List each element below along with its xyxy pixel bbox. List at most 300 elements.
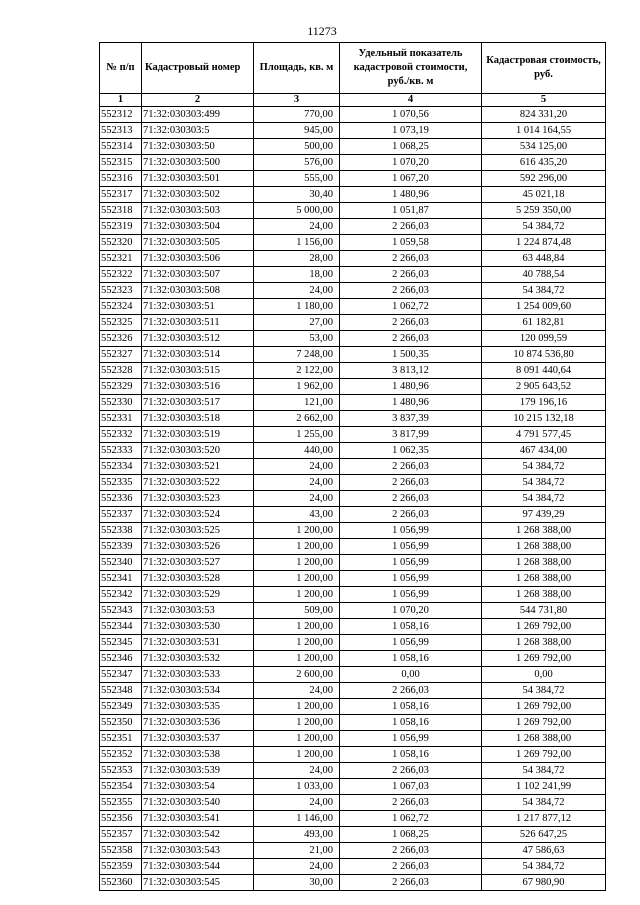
cell-cadastral-number: 71:32:030303:541 bbox=[142, 811, 254, 827]
table-row bbox=[100, 715, 606, 731]
cell-cadastral-value: 47 586,63 bbox=[482, 843, 606, 859]
cell-cadastral-value: 1 268 388,00 bbox=[482, 539, 606, 555]
cell-unit-value: 2 266,03 bbox=[340, 795, 482, 811]
cell-cadastral-value: 54 384,72 bbox=[482, 859, 606, 875]
cell-cadastral-number: 71:32:030303:499 bbox=[142, 107, 254, 123]
cell-cadastral-value: 54 384,72 bbox=[482, 219, 606, 235]
table-row bbox=[100, 411, 606, 427]
cell-unit-value: 1 067,20 bbox=[340, 171, 482, 187]
cell-row-number: 552343 bbox=[100, 603, 142, 619]
column-number: 5 bbox=[482, 94, 606, 107]
cell-cadastral-value: 63 448,84 bbox=[482, 251, 606, 267]
cell-cadastral-number: 71:32:030303:535 bbox=[142, 699, 254, 715]
cell-row-number: 552338 bbox=[100, 523, 142, 539]
cell-row-number: 552337 bbox=[100, 507, 142, 523]
cell-cadastral-value: 97 439,29 bbox=[482, 507, 606, 523]
cell-row-number: 552326 bbox=[100, 331, 142, 347]
table-row bbox=[100, 155, 606, 171]
cell-row-number: 552331 bbox=[100, 411, 142, 427]
cell-cadastral-number: 71:32:030303:538 bbox=[142, 747, 254, 763]
cell-unit-value: 3 817,99 bbox=[340, 427, 482, 443]
cell-unit-value: 1 058,16 bbox=[340, 619, 482, 635]
cell-cadastral-number: 71:32:030303:511 bbox=[142, 315, 254, 331]
cell-cadastral-number: 71:32:030303:544 bbox=[142, 859, 254, 875]
cell-area: 24,00 bbox=[254, 859, 340, 875]
cell-area: 27,00 bbox=[254, 315, 340, 331]
table-row bbox=[100, 475, 606, 491]
cell-cadastral-number: 71:32:030303:508 bbox=[142, 283, 254, 299]
table-row bbox=[100, 395, 606, 411]
cell-cadastral-value: 67 980,90 bbox=[482, 875, 606, 891]
table-row bbox=[100, 171, 606, 187]
cell-unit-value: 2 266,03 bbox=[340, 683, 482, 699]
cell-unit-value: 1 058,16 bbox=[340, 651, 482, 667]
cell-row-number: 552352 bbox=[100, 747, 142, 763]
cell-row-number: 552321 bbox=[100, 251, 142, 267]
cell-cadastral-value: 4 791 577,45 bbox=[482, 427, 606, 443]
table-row bbox=[100, 459, 606, 475]
cell-cadastral-value: 1 268 388,00 bbox=[482, 555, 606, 571]
cell-cadastral-number: 71:32:030303:542 bbox=[142, 827, 254, 843]
page-number-value: 11273 bbox=[307, 24, 337, 38]
cell-cadastral-number: 71:32:030303:519 bbox=[142, 427, 254, 443]
cell-row-number: 552354 bbox=[100, 779, 142, 795]
cell-cadastral-value: 1 269 792,00 bbox=[482, 651, 606, 667]
table-row bbox=[100, 331, 606, 347]
cell-cadastral-value: 1 102 241,99 bbox=[482, 779, 606, 795]
table-row bbox=[100, 379, 606, 395]
cell-row-number: 552356 bbox=[100, 811, 142, 827]
table-row bbox=[100, 651, 606, 667]
cell-unit-value: 2 266,03 bbox=[340, 459, 482, 475]
cell-cadastral-value: 1 254 009,60 bbox=[482, 299, 606, 315]
cell-area: 30,40 bbox=[254, 187, 340, 203]
cell-unit-value: 1 480,96 bbox=[340, 379, 482, 395]
table-row bbox=[100, 539, 606, 555]
header-cadastral-value: Кадастровая стоимость, руб. bbox=[482, 43, 606, 94]
cell-area: 1 200,00 bbox=[254, 587, 340, 603]
table-row bbox=[100, 347, 606, 363]
table-row bbox=[100, 763, 606, 779]
cell-cadastral-value: 54 384,72 bbox=[482, 283, 606, 299]
cell-cadastral-value: 467 434,00 bbox=[482, 443, 606, 459]
cell-cadastral-number: 71:32:030303:501 bbox=[142, 171, 254, 187]
column-number: 4 bbox=[340, 94, 482, 107]
cell-row-number: 552324 bbox=[100, 299, 142, 315]
cell-unit-value: 3 837,39 bbox=[340, 411, 482, 427]
cell-row-number: 552349 bbox=[100, 699, 142, 715]
cell-row-number: 552340 bbox=[100, 555, 142, 571]
cell-area: 53,00 bbox=[254, 331, 340, 347]
cell-cadastral-number: 71:32:030303:507 bbox=[142, 267, 254, 283]
cell-cadastral-number: 71:32:030303:536 bbox=[142, 715, 254, 731]
cell-area: 1 146,00 bbox=[254, 811, 340, 827]
cell-area: 493,00 bbox=[254, 827, 340, 843]
cell-cadastral-value: 2 905 643,52 bbox=[482, 379, 606, 395]
cell-cadastral-value: 1 269 792,00 bbox=[482, 699, 606, 715]
table-row bbox=[100, 571, 606, 587]
cell-cadastral-number: 71:32:030303:53 bbox=[142, 603, 254, 619]
cell-area: 945,00 bbox=[254, 123, 340, 139]
table-row bbox=[100, 635, 606, 651]
cell-cadastral-number: 71:32:030303:529 bbox=[142, 587, 254, 603]
table-row bbox=[100, 427, 606, 443]
cell-row-number: 552350 bbox=[100, 715, 142, 731]
cell-cadastral-number: 71:32:030303:500 bbox=[142, 155, 254, 171]
header-unit-value: Удельный показатель кадастровой стоимости, руб./кв. м bbox=[340, 43, 482, 94]
cell-row-number: 552322 bbox=[100, 267, 142, 283]
cell-unit-value: 2 266,03 bbox=[340, 491, 482, 507]
cell-cadastral-value: 54 384,72 bbox=[482, 795, 606, 811]
cell-cadastral-number: 71:32:030303:51 bbox=[142, 299, 254, 315]
cell-cadastral-value: 1 217 877,12 bbox=[482, 811, 606, 827]
cell-cadastral-number: 71:32:030303:523 bbox=[142, 491, 254, 507]
cell-unit-value: 1 062,72 bbox=[340, 811, 482, 827]
cell-unit-value: 2 266,03 bbox=[340, 875, 482, 891]
cell-area: 2 662,00 bbox=[254, 411, 340, 427]
cell-cadastral-number: 71:32:030303:527 bbox=[142, 555, 254, 571]
cell-unit-value: 2 266,03 bbox=[340, 251, 482, 267]
table-row bbox=[100, 139, 606, 155]
cell-cadastral-number: 71:32:030303:540 bbox=[142, 795, 254, 811]
cell-area: 1 200,00 bbox=[254, 747, 340, 763]
cell-cadastral-number: 71:32:030303:532 bbox=[142, 651, 254, 667]
cell-unit-value: 1 058,16 bbox=[340, 715, 482, 731]
table-row bbox=[100, 843, 606, 859]
cell-unit-value: 2 266,03 bbox=[340, 843, 482, 859]
cell-unit-value: 2 266,03 bbox=[340, 267, 482, 283]
cell-area: 1 200,00 bbox=[254, 571, 340, 587]
cell-row-number: 552360 bbox=[100, 875, 142, 891]
cell-unit-value: 1 056,99 bbox=[340, 635, 482, 651]
cell-area: 43,00 bbox=[254, 507, 340, 523]
table-row bbox=[100, 859, 606, 875]
cell-area: 1 180,00 bbox=[254, 299, 340, 315]
cell-area: 2 122,00 bbox=[254, 363, 340, 379]
cell-cadastral-value: 0,00 bbox=[482, 667, 606, 683]
cell-cadastral-value: 544 731,80 bbox=[482, 603, 606, 619]
cell-row-number: 552342 bbox=[100, 587, 142, 603]
table-row bbox=[100, 667, 606, 683]
cell-row-number: 552316 bbox=[100, 171, 142, 187]
table-row bbox=[100, 507, 606, 523]
table-row bbox=[100, 187, 606, 203]
cell-unit-value: 1 068,25 bbox=[340, 139, 482, 155]
cell-row-number: 552320 bbox=[100, 235, 142, 251]
cell-row-number: 552329 bbox=[100, 379, 142, 395]
cell-area: 24,00 bbox=[254, 795, 340, 811]
cell-cadastral-value: 592 296,00 bbox=[482, 171, 606, 187]
table-row bbox=[100, 875, 606, 891]
cadastral-value-table bbox=[99, 42, 606, 891]
cell-unit-value: 1 056,99 bbox=[340, 571, 482, 587]
cell-unit-value: 1 056,99 bbox=[340, 539, 482, 555]
cell-unit-value: 1 056,99 bbox=[340, 555, 482, 571]
table-row bbox=[100, 603, 606, 619]
cell-cadastral-value: 1 269 792,00 bbox=[482, 619, 606, 635]
cell-cadastral-value: 1 269 792,00 bbox=[482, 747, 606, 763]
cell-cadastral-value: 1 268 388,00 bbox=[482, 587, 606, 603]
cell-cadastral-number: 71:32:030303:517 bbox=[142, 395, 254, 411]
cell-unit-value: 1 070,20 bbox=[340, 603, 482, 619]
cell-area: 1 200,00 bbox=[254, 699, 340, 715]
table-row bbox=[100, 363, 606, 379]
cell-cadastral-value: 616 435,20 bbox=[482, 155, 606, 171]
cell-cadastral-value: 54 384,72 bbox=[482, 475, 606, 491]
cell-cadastral-number: 71:32:030303:506 bbox=[142, 251, 254, 267]
table-row bbox=[100, 251, 606, 267]
cell-cadastral-value: 5 259 350,00 bbox=[482, 203, 606, 219]
cell-cadastral-number: 71:32:030303:539 bbox=[142, 763, 254, 779]
cell-cadastral-value: 54 384,72 bbox=[482, 763, 606, 779]
cell-cadastral-value: 1 268 388,00 bbox=[482, 523, 606, 539]
cell-area: 509,00 bbox=[254, 603, 340, 619]
cell-area: 2 600,00 bbox=[254, 667, 340, 683]
cell-area: 1 200,00 bbox=[254, 539, 340, 555]
cell-area: 500,00 bbox=[254, 139, 340, 155]
cell-row-number: 552345 bbox=[100, 635, 142, 651]
cell-cadastral-value: 526 647,25 bbox=[482, 827, 606, 843]
table-header-row bbox=[100, 43, 606, 94]
cell-row-number: 552355 bbox=[100, 795, 142, 811]
cell-cadastral-value: 61 182,81 bbox=[482, 315, 606, 331]
cell-row-number: 552330 bbox=[100, 395, 142, 411]
cell-cadastral-number: 71:32:030303:543 bbox=[142, 843, 254, 859]
cell-row-number: 552334 bbox=[100, 459, 142, 475]
cell-unit-value: 1 070,20 bbox=[340, 155, 482, 171]
cell-unit-value: 1 056,99 bbox=[340, 731, 482, 747]
cell-unit-value: 1 056,99 bbox=[340, 587, 482, 603]
cell-unit-value: 1 073,19 bbox=[340, 123, 482, 139]
cell-cadastral-value: 179 196,16 bbox=[482, 395, 606, 411]
cell-row-number: 552315 bbox=[100, 155, 142, 171]
table-row bbox=[100, 827, 606, 843]
cell-cadastral-value: 8 091 440,64 bbox=[482, 363, 606, 379]
cell-row-number: 552332 bbox=[100, 427, 142, 443]
header-cadastral-number: Кадастровый номер bbox=[142, 43, 254, 94]
cell-row-number: 552327 bbox=[100, 347, 142, 363]
cell-unit-value: 1 480,96 bbox=[340, 187, 482, 203]
table-row bbox=[100, 523, 606, 539]
cell-cadastral-number: 71:32:030303:516 bbox=[142, 379, 254, 395]
cell-area: 1 200,00 bbox=[254, 651, 340, 667]
cell-cadastral-number: 71:32:030303:54 bbox=[142, 779, 254, 795]
cell-unit-value: 2 266,03 bbox=[340, 475, 482, 491]
cell-cadastral-value: 1 269 792,00 bbox=[482, 715, 606, 731]
table-row bbox=[100, 219, 606, 235]
table-row bbox=[100, 107, 606, 123]
cell-unit-value: 1 062,72 bbox=[340, 299, 482, 315]
cell-cadastral-number: 71:32:030303:545 bbox=[142, 875, 254, 891]
cell-area: 1 962,00 bbox=[254, 379, 340, 395]
cell-row-number: 552344 bbox=[100, 619, 142, 635]
table-row bbox=[100, 491, 606, 507]
cell-area: 1 200,00 bbox=[254, 619, 340, 635]
cell-row-number: 552313 bbox=[100, 123, 142, 139]
cell-unit-value: 1 051,87 bbox=[340, 203, 482, 219]
cell-cadastral-number: 71:32:030303:502 bbox=[142, 187, 254, 203]
cell-cadastral-number: 71:32:030303:5 bbox=[142, 123, 254, 139]
cell-area: 24,00 bbox=[254, 683, 340, 699]
column-number: 3 bbox=[254, 94, 340, 107]
cell-cadastral-number: 71:32:030303:534 bbox=[142, 683, 254, 699]
cell-cadastral-number: 71:32:030303:503 bbox=[142, 203, 254, 219]
cell-cadastral-number: 71:32:030303:524 bbox=[142, 507, 254, 523]
cell-cadastral-value: 1 268 388,00 bbox=[482, 635, 606, 651]
cell-row-number: 552335 bbox=[100, 475, 142, 491]
cell-cadastral-value: 54 384,72 bbox=[482, 683, 606, 699]
cell-row-number: 552341 bbox=[100, 571, 142, 587]
cell-row-number: 552325 bbox=[100, 315, 142, 331]
cell-area: 440,00 bbox=[254, 443, 340, 459]
table-row bbox=[100, 779, 606, 795]
cell-cadastral-number: 71:32:030303:512 bbox=[142, 331, 254, 347]
cell-unit-value: 1 056,99 bbox=[340, 523, 482, 539]
cell-area: 24,00 bbox=[254, 475, 340, 491]
cell-area: 121,00 bbox=[254, 395, 340, 411]
cell-unit-value: 1 068,25 bbox=[340, 827, 482, 843]
table-row bbox=[100, 795, 606, 811]
cell-row-number: 552359 bbox=[100, 859, 142, 875]
cell-cadastral-value: 10 215 132,18 bbox=[482, 411, 606, 427]
table-row bbox=[100, 619, 606, 635]
cell-unit-value: 1 070,56 bbox=[340, 107, 482, 123]
cell-cadastral-number: 71:32:030303:515 bbox=[142, 363, 254, 379]
cell-cadastral-number: 71:32:030303:520 bbox=[142, 443, 254, 459]
cell-unit-value: 2 266,03 bbox=[340, 283, 482, 299]
cell-cadastral-number: 71:32:030303:518 bbox=[142, 411, 254, 427]
cell-cadastral-number: 71:32:030303:504 bbox=[142, 219, 254, 235]
cell-cadastral-value: 40 788,54 bbox=[482, 267, 606, 283]
table-row bbox=[100, 283, 606, 299]
header-row-number: № п/п bbox=[100, 43, 142, 94]
table-row bbox=[100, 203, 606, 219]
cell-area: 1 033,00 bbox=[254, 779, 340, 795]
cell-cadastral-value: 54 384,72 bbox=[482, 491, 606, 507]
table-row bbox=[100, 315, 606, 331]
table-body bbox=[100, 107, 606, 891]
table-column-number-row bbox=[100, 94, 606, 107]
cell-area: 1 200,00 bbox=[254, 523, 340, 539]
table-row bbox=[100, 699, 606, 715]
cell-unit-value: 1 058,16 bbox=[340, 699, 482, 715]
cell-row-number: 552314 bbox=[100, 139, 142, 155]
table-row bbox=[100, 555, 606, 571]
cell-area: 1 200,00 bbox=[254, 731, 340, 747]
table-row bbox=[100, 811, 606, 827]
cell-cadastral-number: 71:32:030303:50 bbox=[142, 139, 254, 155]
cell-area: 30,00 bbox=[254, 875, 340, 891]
cell-row-number: 552323 bbox=[100, 283, 142, 299]
cell-unit-value: 1 067,03 bbox=[340, 779, 482, 795]
cell-unit-value: 1 480,96 bbox=[340, 395, 482, 411]
cell-cadastral-number: 71:32:030303:505 bbox=[142, 235, 254, 251]
cell-cadastral-value: 45 021,18 bbox=[482, 187, 606, 203]
table-row bbox=[100, 123, 606, 139]
cell-row-number: 552351 bbox=[100, 731, 142, 747]
cell-unit-value: 1 062,35 bbox=[340, 443, 482, 459]
cell-row-number: 552317 bbox=[100, 187, 142, 203]
cell-area: 5 000,00 bbox=[254, 203, 340, 219]
table-row bbox=[100, 587, 606, 603]
cell-area: 18,00 bbox=[254, 267, 340, 283]
cell-row-number: 552339 bbox=[100, 539, 142, 555]
cell-unit-value: 1 059,58 bbox=[340, 235, 482, 251]
table-row bbox=[100, 235, 606, 251]
cell-row-number: 552348 bbox=[100, 683, 142, 699]
cell-area: 770,00 bbox=[254, 107, 340, 123]
cell-cadastral-number: 71:32:030303:531 bbox=[142, 635, 254, 651]
cell-unit-value: 1 500,35 bbox=[340, 347, 482, 363]
table-row bbox=[100, 299, 606, 315]
table-row bbox=[100, 267, 606, 283]
cell-unit-value: 2 266,03 bbox=[340, 219, 482, 235]
cell-cadastral-value: 10 874 536,80 bbox=[482, 347, 606, 363]
cell-row-number: 552318 bbox=[100, 203, 142, 219]
table-row bbox=[100, 747, 606, 763]
cell-unit-value: 0,00 bbox=[340, 667, 482, 683]
cell-cadastral-value: 1 268 388,00 bbox=[482, 731, 606, 747]
cell-unit-value: 2 266,03 bbox=[340, 859, 482, 875]
cell-row-number: 552347 bbox=[100, 667, 142, 683]
cell-cadastral-value: 1 268 388,00 bbox=[482, 571, 606, 587]
cell-cadastral-number: 71:32:030303:522 bbox=[142, 475, 254, 491]
cell-cadastral-number: 71:32:030303:525 bbox=[142, 523, 254, 539]
column-number: 1 bbox=[100, 94, 142, 107]
cell-row-number: 552353 bbox=[100, 763, 142, 779]
cell-row-number: 552336 bbox=[100, 491, 142, 507]
cell-unit-value: 2 266,03 bbox=[340, 315, 482, 331]
cell-area: 24,00 bbox=[254, 491, 340, 507]
cell-area: 1 200,00 bbox=[254, 715, 340, 731]
cell-row-number: 552358 bbox=[100, 843, 142, 859]
cell-cadastral-number: 71:32:030303:528 bbox=[142, 571, 254, 587]
cell-area: 1 200,00 bbox=[254, 635, 340, 651]
cell-cadastral-value: 54 384,72 bbox=[482, 459, 606, 475]
cell-unit-value: 2 266,03 bbox=[340, 331, 482, 347]
cell-area: 24,00 bbox=[254, 763, 340, 779]
table-row bbox=[100, 443, 606, 459]
cell-cadastral-number: 71:32:030303:521 bbox=[142, 459, 254, 475]
cell-cadastral-value: 1 224 874,48 bbox=[482, 235, 606, 251]
cell-unit-value: 2 266,03 bbox=[340, 763, 482, 779]
cell-row-number: 552333 bbox=[100, 443, 142, 459]
cell-area: 28,00 bbox=[254, 251, 340, 267]
cell-cadastral-number: 71:32:030303:530 bbox=[142, 619, 254, 635]
cell-area: 24,00 bbox=[254, 283, 340, 299]
cell-unit-value: 2 266,03 bbox=[340, 507, 482, 523]
cell-area: 21,00 bbox=[254, 843, 340, 859]
cell-cadastral-value: 120 099,59 bbox=[482, 331, 606, 347]
cell-cadastral-value: 534 125,00 bbox=[482, 139, 606, 155]
cell-cadastral-number: 71:32:030303:533 bbox=[142, 667, 254, 683]
cell-unit-value: 1 058,16 bbox=[340, 747, 482, 763]
header-area: Площадь, кв. м bbox=[254, 43, 340, 94]
cell-area: 1 255,00 bbox=[254, 427, 340, 443]
cell-area: 1 200,00 bbox=[254, 555, 340, 571]
cell-cadastral-value: 824 331,20 bbox=[482, 107, 606, 123]
table-row bbox=[100, 731, 606, 747]
cell-row-number: 552319 bbox=[100, 219, 142, 235]
cell-cadastral-number: 71:32:030303:537 bbox=[142, 731, 254, 747]
cell-row-number: 552346 bbox=[100, 651, 142, 667]
cell-row-number: 552328 bbox=[100, 363, 142, 379]
cell-cadastral-number: 71:32:030303:514 bbox=[142, 347, 254, 363]
column-number: 2 bbox=[142, 94, 254, 107]
cell-area: 7 248,00 bbox=[254, 347, 340, 363]
cell-area: 555,00 bbox=[254, 171, 340, 187]
cell-area: 24,00 bbox=[254, 219, 340, 235]
